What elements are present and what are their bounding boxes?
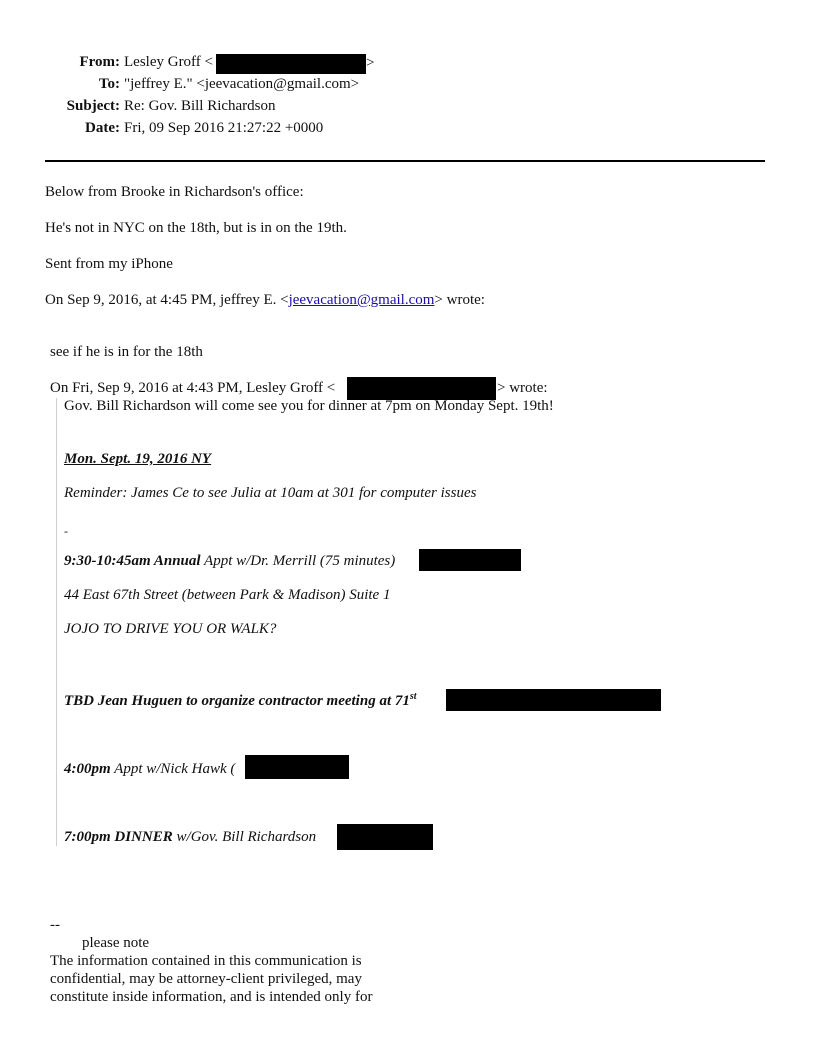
body-line-2: He's not in NYC on the 18th, but is in on the 19th.	[45, 220, 347, 236]
quoted-first-line: Gov. Bill Richardson will come see you for dinner at 7pm on Monday Sept. 19th!	[64, 398, 554, 414]
appt-1-time: 9:30-10:45am Annual	[64, 553, 201, 569]
appt-2	[64, 760, 235, 778]
to-label: To:	[98, 76, 120, 92]
redaction-box	[446, 689, 661, 711]
nested-intro	[50, 379, 335, 397]
reply-intro-pre: On Sep 9, 2016, at 4:45 PM, jeffrey E. <	[45, 292, 289, 308]
appt-3	[64, 828, 316, 846]
appt-1-desc: Appt w/Dr. Merrill (75 minutes)	[200, 553, 396, 569]
reply-intro	[45, 291, 485, 309]
date-label: Date:	[85, 120, 120, 136]
to-value: "jeffrey E." <jeevacation@gmail.com>	[124, 76, 360, 92]
please-note: please note	[82, 935, 150, 951]
appt-3-desc: w/Gov. Bill Richardson	[172, 829, 317, 845]
schedule-date-heading: Mon. Sept. 19, 2016 NY	[64, 451, 212, 467]
email-link[interactable]: jeevacation@gmail.com	[288, 292, 435, 308]
signature-dashes: --	[50, 917, 60, 933]
header-divider	[45, 160, 765, 162]
redaction-box	[337, 824, 433, 850]
appt-1	[64, 552, 395, 570]
address-line: 44 East 67th Street (between Park & Madison) Suite 1	[64, 587, 391, 603]
nested-intro-post: > wrote:	[497, 380, 548, 396]
from-tail: >	[366, 55, 375, 71]
dash-line: -	[64, 524, 68, 538]
tbd-line	[64, 692, 417, 710]
from-value	[124, 54, 213, 71]
tbd-sup: st	[409, 691, 417, 702]
disclaimer-line-2: confidential, may be attorney-client privileged, may	[50, 971, 362, 987]
tbd-text: TBD Jean Huguen to organize contractor meeting at 71	[64, 693, 410, 709]
from-label: From:	[79, 54, 120, 70]
disclaimer-line-3: constitute inside information, and is intended only for	[50, 989, 373, 1005]
appt-3-time: 7:00pm DINNER	[64, 829, 173, 845]
quote-bar	[56, 398, 57, 846]
from-name: Lesley Groff <	[124, 54, 213, 70]
sent-from-iphone: Sent from my iPhone	[45, 256, 173, 272]
jeffrey-message: see if he is in for the 18th	[50, 344, 203, 360]
body-line-1: Below from Brooke in Richardson's office:	[45, 184, 304, 200]
subject-label: Subject:	[66, 98, 120, 114]
nested-intro-pre: On Fri, Sep 9, 2016 at 4:43 PM, Lesley Groff <	[50, 380, 336, 396]
disclaimer-line-1: The information contained in this communication is	[50, 953, 362, 969]
date-value: Fri, 09 Sep 2016 21:27:22 +0000	[124, 120, 324, 136]
jojo-line: JOJO TO DRIVE YOU OR WALK?	[64, 621, 277, 637]
appt-2-time: 4:00pm	[64, 761, 111, 777]
appt-2-desc: Appt w/Nick Hawk (	[110, 761, 236, 777]
reminder-line: Reminder: James Ce to see Julia at 10am at 301 for computer issues	[64, 485, 477, 501]
reply-intro-post: > wrote:	[434, 292, 485, 308]
redaction-box	[216, 54, 366, 74]
subject-value: Re: Gov. Bill Richardson	[124, 98, 276, 114]
redaction-box	[245, 755, 349, 779]
redaction-box	[419, 549, 521, 571]
